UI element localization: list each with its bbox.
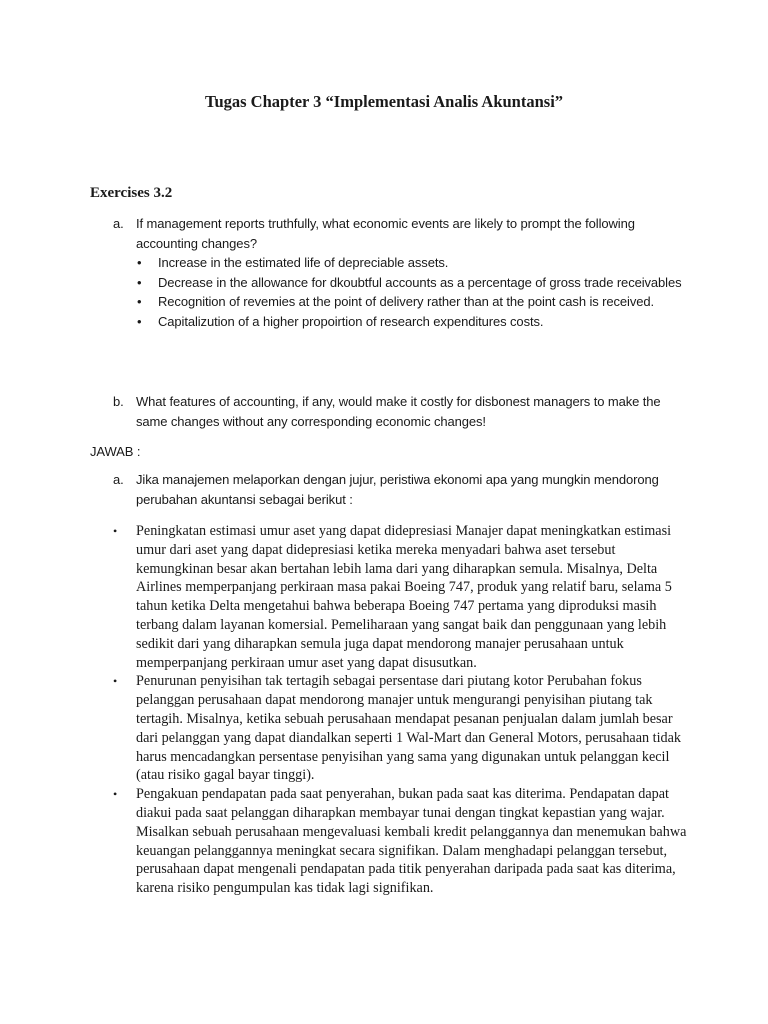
- bullet-icon: •: [113, 674, 118, 689]
- document-title: Tugas Chapter 3 “Implementasi Analis Akuntansi”: [204, 92, 564, 111]
- question-b-item: [0, 392, 768, 431]
- bullet-icon: •: [137, 294, 142, 309]
- question-a-bullet-text: Decrease in the allowance for dkoubtful accounts as a percentage of gross trade receivables: [158, 274, 682, 290]
- exercise-heading: Exercises 3.2: [90, 185, 173, 201]
- question-a-bullet-text: Recognition of revemies at the point of delivery rather than at the point cash is received.: [158, 294, 655, 309]
- answer-bullet-text: Peningkatan estimasi umur aset yang dapat didepresiasi Manajer dapat meningkatkan estimasi umur dari aset yang dapat didepresiasi ketika mereka menyadari bahwa aset tersebut kemungkinan besar akan bertahan lebih lama dari yang diharapkan semula. Misalnya, Delta Airlines memperpanjang perkiraan masa pakai Boeing 747, produk yang relatif baru, selama 5 tahun ketika Delta mengetahui bahwa beberapa Boeing 747 pertama yang diproduksi masih terbang dalam layanan komersial. Pemeliharaan yang sangat baik dan penggunaan yang lebih sedikit dari yang diharapkan semula juga dapat mendorong manajer perusahaan untuk memperpanjang perkiraan umur aset yang dapat disusutkan.: [136, 523, 672, 671]
- answer-a: [0, 470, 768, 509]
- question-a-bullet: [0, 273, 768, 293]
- question-b: [0, 392, 768, 431]
- answer-bullet-text: Pengakuan pendapatan pada saat penyerahan, bukan pada saat kas diterima. Pendapatan dapat diakui pada saat pelanggan diharapkan membayar tunai dengan tingkat kepastian yang wajar. Misalkan sebuah perusahaan mengevaluasi kembali kredit pelanggannya dan menemukan bahwa keuangan pelanggannya meningkat secara signifikan. Dalam menghadapi pelanggan tersebut, perusahaan dapat mengenali pendapatan pada titik penyerahan daripada pada saat kas diterima, karena risiko pengumpulan kas tidak lagi signifikan.: [136, 786, 687, 897]
- bullet-icon: •: [113, 787, 118, 802]
- question-a-item: [0, 214, 768, 253]
- answer-bullet: [0, 672, 768, 785]
- jawab-label: JAWAB :: [90, 444, 141, 459]
- bullet-icon: •: [137, 313, 142, 329]
- question-a-bullet-text: Capitalizution of a higher propoirtion of research expenditures costs.: [158, 313, 544, 329]
- question-a-bullet: [0, 253, 768, 273]
- question-a-bullet-text: Increase in the estimated life of depreciable assets.: [158, 255, 449, 270]
- answer-bullet: [0, 785, 768, 898]
- question-a-bullet: [0, 312, 768, 332]
- question-b-text: What features of accounting, if any, would make it costly for disbonest managers to make the same changes without any corresponding economic changes!: [136, 394, 661, 429]
- answer-a-marker: a.: [113, 472, 124, 487]
- bullet-icon: •: [113, 524, 118, 538]
- bullet-icon: •: [137, 255, 142, 270]
- question-a: [0, 214, 768, 331]
- question-a-bullet: [0, 292, 768, 312]
- answer-bullet: [0, 522, 768, 672]
- bullet-icon: •: [137, 274, 142, 290]
- question-b-marker: b.: [113, 394, 124, 409]
- answer-bullets: [0, 522, 768, 898]
- answer-a-item: [0, 470, 768, 509]
- question-a-marker: a.: [113, 216, 124, 231]
- question-a-text: If management reports truthfully, what economic events are likely to prompt the following accounting changes?: [136, 216, 635, 251]
- answer-bullet-text: Penurunan penyisihan tak tertagih sebagai persentase dari piutang kotor Perubahan fokus pelanggan perusahaan dapat mendorong manajer untuk mengurangi penyisihan piutang tak tertagih. Misalnya, ketika sebuah perusahaan mendapat pesanan penjualan dalam jumlah besar dari pelanggan yang dapat diandalkan seperti 1 Wal-Mart dan General Motors, perusahaan tidak harus mencadangkan persentase penyisihan yang sama yang digunakan untuk pelanggan kecil (atau risiko gagal bayar tinggi).: [136, 673, 682, 784]
- answer-a-text: Jika manajemen melaporkan dengan jujur, peristiwa ekonomi apa yang mungkin mendorong perubahan akuntansi sebagai berikut :: [136, 472, 659, 507]
